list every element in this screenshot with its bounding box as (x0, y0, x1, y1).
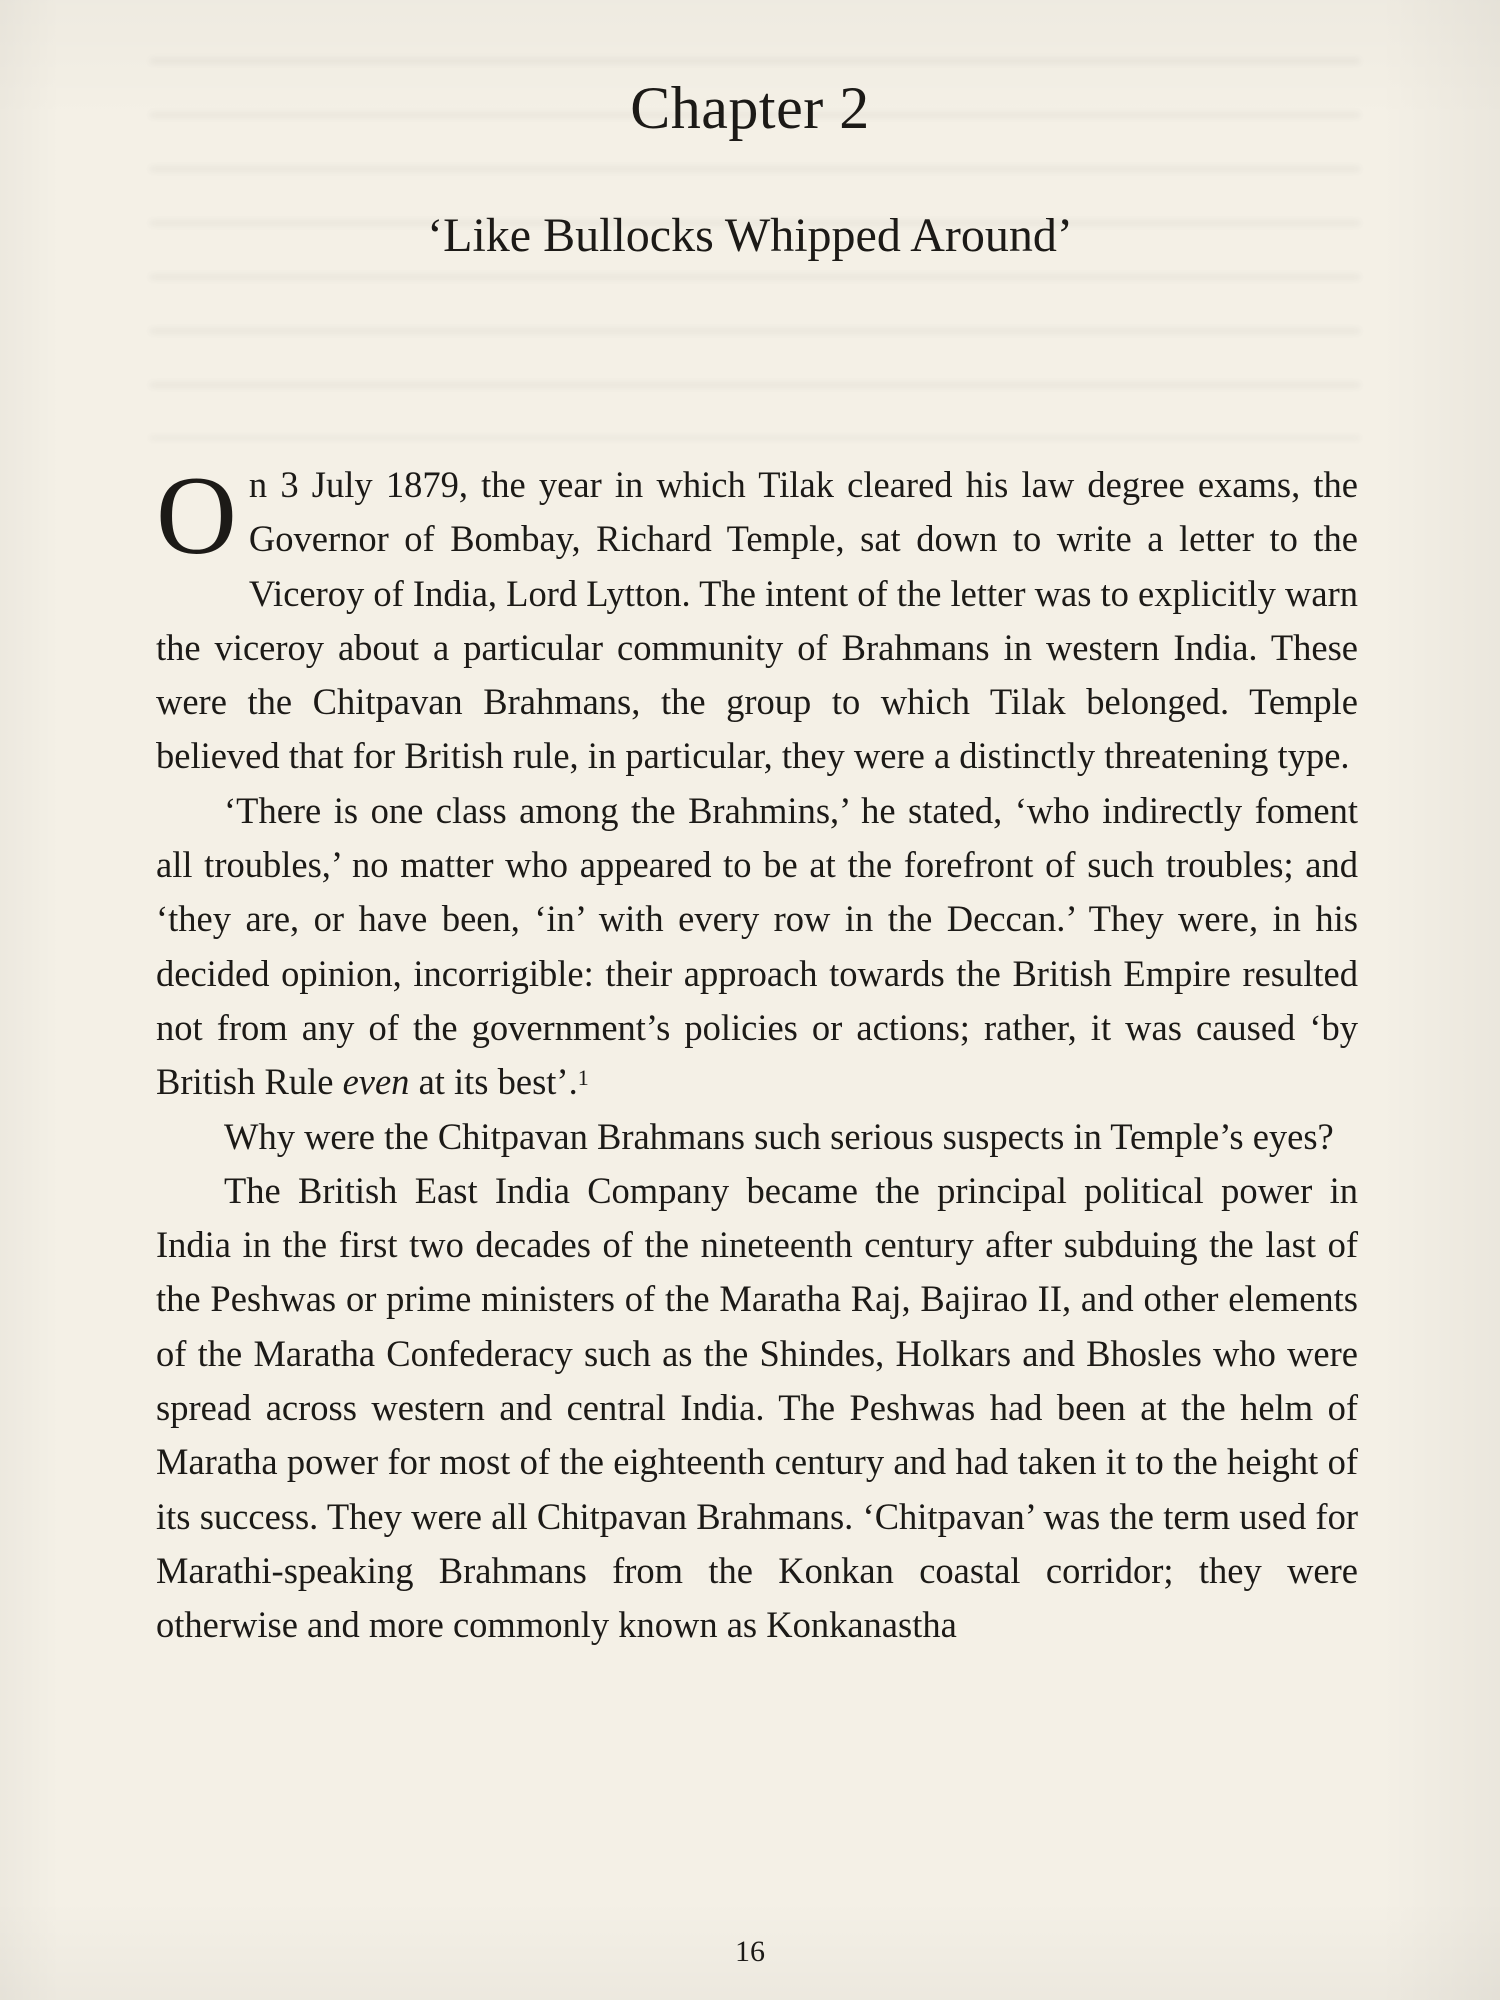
paragraph-2-text-end: at its best’. (409, 1061, 578, 1103)
chapter-title: ‘Like Bullocks Whipped Around’ (427, 209, 1073, 262)
page-number: 16 (735, 1935, 765, 1968)
footnote-reference[interactable]: 1 (577, 1065, 589, 1091)
paragraph-3: Why were the Chitpavan Brahmans such serious suspects in Temple’s eyes? (224, 1115, 1334, 1157)
paragraph-2-text: ‘There is one class among the Brahmins,’ he stated, ‘who indirectly foment all troubles,’ no matter who appeared to be at the forefront of such troubles; and ‘they are, or have been, ‘in’ with every row in the Deccan.’ They were, in his decided opinion, incorrigible: their approach towards the British Empire resulted not from any of the government’s policies or actions; rather, it was caused ‘by British Rule (156, 789, 1358, 1103)
emphasis-text: even (342, 1061, 410, 1103)
chapter-number: Chapter 2 (630, 75, 870, 141)
chapter-body (156, 454, 1358, 1653)
paragraph-2 (156, 784, 1358, 1110)
paragraph-4: The British East India Company became the principal political power in India in the first two decades of the nineteenth century after subduing the last of the Peshwas or prime ministers of the Maratha Raj, Bajirao II, and other elements of the Maratha Confederacy such as the Shindes, Holkars and Bhosles who were spread across western and central India. The Peshwas had been at the helm of Maratha power for most of the eighteenth century and had taken it to the height of its success. They were all Chitpavan Brahmans. ‘Chitpavan’ was the term used for Marathi-speaking Brahmans from the Konkan coastal corridor; they were otherwise and more commonly known as Konkanastha (156, 1169, 1358, 1646)
paragraph-1 (156, 454, 1358, 784)
paragraph-1-text: n 3 July 1879, the year in which Tilak cleared his law degree exams, the Governor of Bombay, Richard Temple, sat down to write a letter to the Viceroy of India, Lord Lytton. The intent of the letter was to explicitly warn the viceroy about a particular community of Brahmans in western India. These were the Chitpavan Brahmans, the group to which Tilak belonged. Temple believed that for British rule, in particular, they were a distinctly threatening type. (156, 464, 1358, 777)
drop-cap: O (156, 454, 237, 578)
